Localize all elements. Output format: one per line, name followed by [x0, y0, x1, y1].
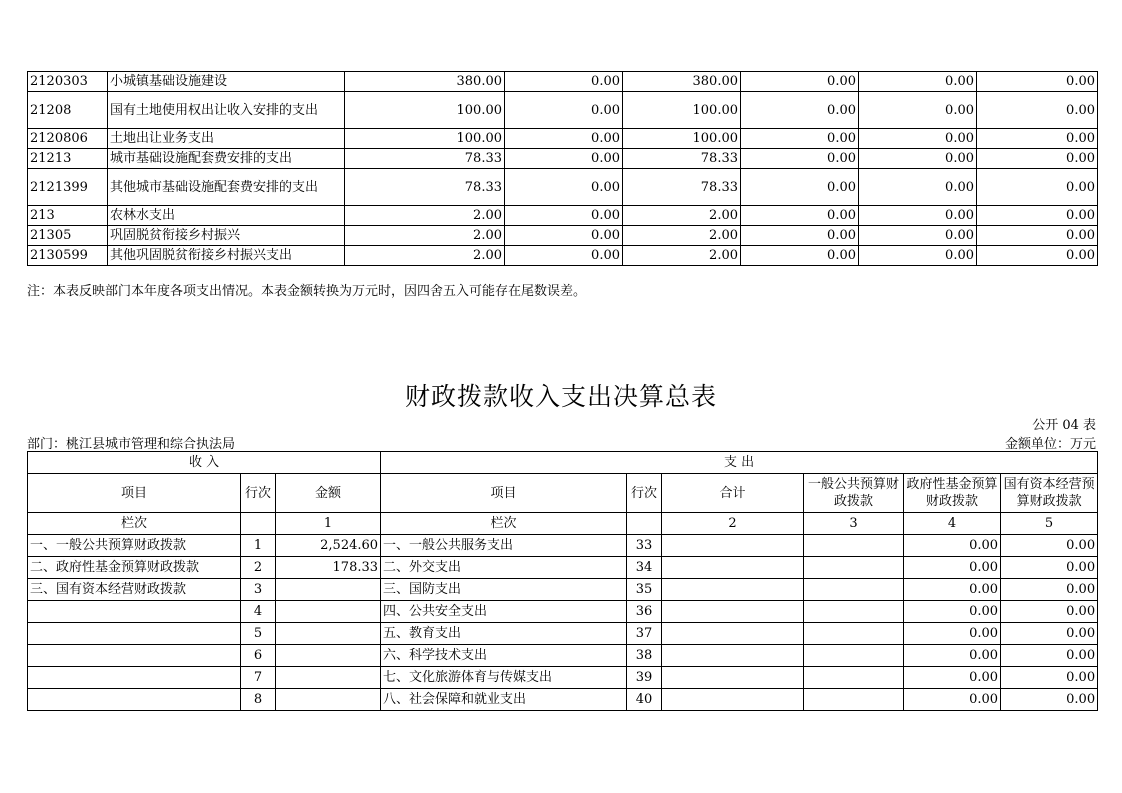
fund-budget-amount: 0.00 [904, 645, 1001, 667]
total-amount [662, 535, 804, 557]
amount-col-6: 0.00 [977, 72, 1098, 92]
basic-amount: 0.00 [505, 129, 623, 149]
amount-col-5: 0.00 [859, 226, 977, 246]
income-row-no-header: 行次 [241, 474, 276, 513]
amount-col-5: 0.00 [859, 149, 977, 169]
state-capital-header: 国有资本经营预算财政拨款 [1001, 474, 1098, 513]
table-row [28, 206, 1098, 226]
project-amount: 78.33 [623, 149, 741, 169]
col-index-3: 3 [804, 513, 904, 535]
expense-item-header: 项目 [381, 474, 627, 513]
basic-amount: 0.00 [505, 226, 623, 246]
total-amount: 2.00 [345, 226, 505, 246]
general-budget-amount [804, 689, 904, 711]
state-capital-amount: 0.00 [1001, 601, 1098, 623]
total-amount [662, 601, 804, 623]
table-row [28, 149, 1098, 169]
income-row-no: 7 [241, 667, 276, 689]
fund-budget-amount: 0.00 [904, 579, 1001, 601]
expense-header: 支 出 [381, 452, 1098, 474]
fund-budget-amount: 0.00 [904, 623, 1001, 645]
total-amount [662, 623, 804, 645]
amount-col-4: 0.00 [741, 149, 859, 169]
state-capital-amount: 0.00 [1001, 557, 1098, 579]
table-row [28, 226, 1098, 246]
col-index-4: 4 [904, 513, 1001, 535]
item-name: 其他城市基础设施配套费安排的支出 [108, 169, 345, 206]
amount-col-4: 0.00 [741, 72, 859, 92]
general-budget-amount [804, 557, 904, 579]
income-amount [276, 623, 381, 645]
expense-item: 一、一般公共服务支出 [381, 535, 627, 557]
income-item [28, 645, 241, 667]
income-amount: 178.33 [276, 557, 381, 579]
income-row-no: 5 [241, 623, 276, 645]
item-code: 21305 [28, 226, 108, 246]
project-amount: 100.00 [623, 129, 741, 149]
item-name: 国有土地使用权出让收入安排的支出 [108, 92, 345, 129]
table-row [28, 645, 1098, 667]
amount-col-6: 0.00 [977, 129, 1098, 149]
lanci-label: 栏次 [28, 513, 241, 535]
amount-col-6: 0.00 [977, 169, 1098, 206]
fund-budget-header: 政府性基金预算财政拨款 [904, 474, 1001, 513]
item-code: 21213 [28, 149, 108, 169]
total-amount: 78.33 [345, 149, 505, 169]
amount-col-6: 0.00 [977, 149, 1098, 169]
department-label: 部门：桃江县城市管理和综合执法局 [27, 437, 236, 452]
total-amount: 100.00 [345, 129, 505, 149]
expense-row-no: 36 [627, 601, 662, 623]
expense-row-no: 38 [627, 645, 662, 667]
general-budget-header: 一般公共预算财政拨款 [804, 474, 904, 513]
amount-col-4: 0.00 [741, 246, 859, 266]
table-row [28, 601, 1098, 623]
state-capital-amount: 0.00 [1001, 645, 1098, 667]
item-name: 巩固脱贫衔接乡村振兴 [108, 226, 345, 246]
empty-cell [241, 513, 276, 535]
state-capital-amount: 0.00 [1001, 623, 1098, 645]
expense-row-no: 39 [627, 667, 662, 689]
col-index-5: 5 [1001, 513, 1098, 535]
income-item: 三、国有资本经营财政拨款 [28, 579, 241, 601]
total-amount [662, 579, 804, 601]
total-amount: 100.00 [345, 92, 505, 129]
state-capital-amount: 0.00 [1001, 535, 1098, 557]
total-amount [662, 667, 804, 689]
fund-budget-amount: 0.00 [904, 689, 1001, 711]
fund-budget-amount: 0.00 [904, 601, 1001, 623]
total-amount [662, 645, 804, 667]
amount-col-6: 0.00 [977, 246, 1098, 266]
project-amount: 2.00 [623, 226, 741, 246]
amount-col-4: 0.00 [741, 226, 859, 246]
income-amount-header: 金额 [276, 474, 381, 513]
expense-item: 三、国防支出 [381, 579, 627, 601]
summary-table [27, 451, 1098, 711]
income-amount [276, 601, 381, 623]
income-item [28, 623, 241, 645]
amount-col-5: 0.00 [859, 92, 977, 129]
form-code: 公开 04 表 [1032, 418, 1096, 433]
income-row-no: 2 [241, 557, 276, 579]
total-amount [662, 557, 804, 579]
income-item [28, 689, 241, 711]
income-item [28, 667, 241, 689]
basic-amount: 0.00 [505, 149, 623, 169]
basic-amount: 0.00 [505, 92, 623, 129]
empty-cell [627, 513, 662, 535]
expense-item: 八、社会保障和就业支出 [381, 689, 627, 711]
total-amount: 78.33 [345, 169, 505, 206]
table-note: 注：本表反映部门本年度各项支出情况。本表金额转换为万元时，因四舍五入可能存在尾数误差。 [27, 284, 587, 299]
item-code: 2130599 [28, 246, 108, 266]
amount-col-5: 0.00 [859, 206, 977, 226]
table-row [28, 623, 1098, 645]
income-amount [276, 689, 381, 711]
table-row [28, 579, 1098, 601]
income-item: 二、政府性基金预算财政拨款 [28, 557, 241, 579]
total-amount: 2.00 [345, 206, 505, 226]
income-row-no: 8 [241, 689, 276, 711]
general-budget-amount [804, 623, 904, 645]
item-name: 土地出让业务支出 [108, 129, 345, 149]
amount-col-4: 0.00 [741, 129, 859, 149]
table-row [28, 169, 1098, 206]
table-row [28, 246, 1098, 266]
state-capital-amount: 0.00 [1001, 689, 1098, 711]
basic-amount: 0.00 [505, 169, 623, 206]
total-amount: 2.00 [345, 246, 505, 266]
expense-item: 六、科学技术支出 [381, 645, 627, 667]
expense-row-no: 40 [627, 689, 662, 711]
expense-row-no: 35 [627, 579, 662, 601]
general-budget-amount [804, 667, 904, 689]
income-row-no: 3 [241, 579, 276, 601]
item-code: 2121399 [28, 169, 108, 206]
expense-row-no: 34 [627, 557, 662, 579]
general-budget-amount [804, 601, 904, 623]
expense-row-no: 33 [627, 535, 662, 557]
total-amount [662, 689, 804, 711]
basic-amount: 0.00 [505, 72, 623, 92]
total-amount: 380.00 [345, 72, 505, 92]
income-row-no: 6 [241, 645, 276, 667]
expenditure-detail-table [27, 71, 1098, 266]
income-row-no: 1 [241, 535, 276, 557]
amount-col-6: 0.00 [977, 206, 1098, 226]
amount-col-5: 0.00 [859, 72, 977, 92]
general-budget-amount [804, 579, 904, 601]
item-name: 城市基础设施配套费安排的支出 [108, 149, 345, 169]
item-code: 21208 [28, 92, 108, 129]
amount-col-5: 0.00 [859, 169, 977, 206]
table-row [28, 92, 1098, 129]
expense-item: 七、文化旅游体育与传媒支出 [381, 667, 627, 689]
fund-budget-amount: 0.00 [904, 557, 1001, 579]
amount-col-6: 0.00 [977, 226, 1098, 246]
table-row [28, 535, 1098, 557]
amount-unit-label: 金额单位：万元 [1004, 437, 1096, 452]
general-budget-amount [804, 645, 904, 667]
table-row [28, 129, 1098, 149]
project-amount: 78.33 [623, 169, 741, 206]
total-header: 合计 [662, 474, 804, 513]
item-code: 213 [28, 206, 108, 226]
item-name: 其他巩固脱贫衔接乡村振兴支出 [108, 246, 345, 266]
expense-item: 四、公共安全支出 [381, 601, 627, 623]
project-amount: 2.00 [623, 206, 741, 226]
amount-col-4: 0.00 [741, 92, 859, 129]
item-code: 2120303 [28, 72, 108, 92]
amount-col-5: 0.00 [859, 246, 977, 266]
table-row [28, 689, 1098, 711]
state-capital-amount: 0.00 [1001, 667, 1098, 689]
expense-row-no-header: 行次 [627, 474, 662, 513]
project-amount: 100.00 [623, 92, 741, 129]
income-row-no: 4 [241, 601, 276, 623]
col-index-2: 2 [662, 513, 804, 535]
lanci-label: 栏次 [381, 513, 627, 535]
item-name: 小城镇基础设施建设 [108, 72, 345, 92]
general-budget-amount [804, 535, 904, 557]
amount-col-4: 0.00 [741, 206, 859, 226]
table-row [28, 557, 1098, 579]
income-item-header: 项目 [28, 474, 241, 513]
income-amount [276, 667, 381, 689]
state-capital-amount: 0.00 [1001, 579, 1098, 601]
fund-budget-amount: 0.00 [904, 667, 1001, 689]
expense-row-no: 37 [627, 623, 662, 645]
income-amount: 2,524.60 [276, 535, 381, 557]
income-item [28, 601, 241, 623]
income-amount [276, 645, 381, 667]
amount-col-5: 0.00 [859, 129, 977, 149]
expense-item: 五、教育支出 [381, 623, 627, 645]
project-amount: 2.00 [623, 246, 741, 266]
project-amount: 380.00 [623, 72, 741, 92]
page-title: 财政拨款收入支出决算总表 [404, 382, 717, 411]
table-row [28, 72, 1098, 92]
table-row [28, 667, 1098, 689]
income-item: 一、一般公共预算财政拨款 [28, 535, 241, 557]
item-code: 2120806 [28, 129, 108, 149]
income-amount [276, 579, 381, 601]
basic-amount: 0.00 [505, 246, 623, 266]
income-header: 收 入 [28, 452, 381, 474]
item-name: 农林水支出 [108, 206, 345, 226]
col-index-1: 1 [276, 513, 381, 535]
fund-budget-amount: 0.00 [904, 535, 1001, 557]
expense-item: 二、外交支出 [381, 557, 627, 579]
amount-col-6: 0.00 [977, 92, 1098, 129]
basic-amount: 0.00 [505, 206, 623, 226]
amount-col-4: 0.00 [741, 169, 859, 206]
